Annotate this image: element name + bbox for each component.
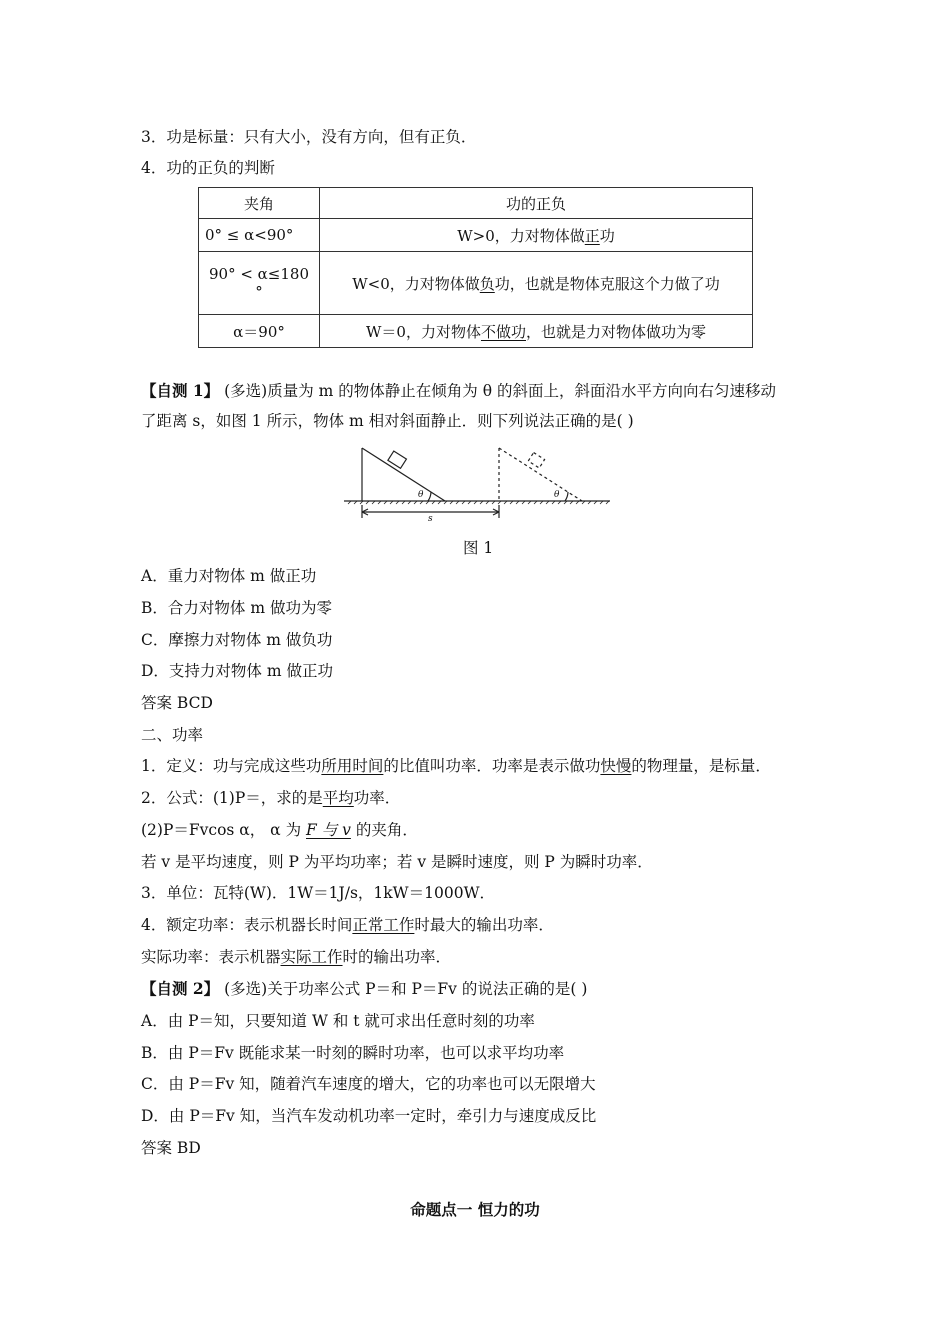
row1-sign: W>0，力对物体做正功 xyxy=(320,219,753,252)
theta-label-1: θ xyxy=(418,490,424,500)
q1-option-c: C．摩擦力对物体 m 做负功 xyxy=(141,631,333,649)
q1-line1: 【自测 1】 (多选)质量为 m 的物体静止在倾角为 θ 的斜面上，斜面沿水平方向向右匀速移动 xyxy=(141,381,776,400)
power-formula-1: 2．公式：(1)P＝，求的是平均功率． xyxy=(141,789,401,807)
power-formula-2: (2)P＝Fvcos α， α 为 F 与 v 的夹角． xyxy=(141,821,418,839)
section-heading: 命题点一 恒力的功 xyxy=(410,1200,540,1219)
q1-option-a: A．重力对物体 m 做正功 xyxy=(141,567,317,585)
sign-table xyxy=(198,187,753,348)
q1-option-b: B．合力对物体 m 做功为零 xyxy=(141,599,332,617)
line-4: 4．功的正负的判断 xyxy=(141,159,275,177)
header-angle: 夹角 xyxy=(199,188,320,219)
rated-power: 4．额定功率：表示机器长时间正常工作时最大的输出功率． xyxy=(141,916,554,934)
power-velocity-note: 若 v 是平均速度，则 P 为平均功率；若 v 是瞬时速度，则 P 为瞬时功率． xyxy=(141,853,653,871)
row2-angle: 90° < α≤180 ° xyxy=(199,252,320,315)
incline-figure xyxy=(342,446,612,522)
q2-option-c: C．由 P＝Fv 知，随着汽车速度的增大，它的功率也可以无限增大 xyxy=(141,1075,596,1093)
row2-sign: W<0，力对物体做负功，也就是物体克服这个力做了功 xyxy=(320,252,753,315)
row1-angle: 0° ≤ α<90° xyxy=(199,219,320,252)
q2-answer: 答案 BD xyxy=(141,1139,201,1157)
q2-option-b: B．由 P＝Fv 既能求某一时刻的瞬时功率，也可以求平均功率 xyxy=(141,1044,565,1062)
line-3: 3．功是标量：只有大小，没有方向，但有正负． xyxy=(141,128,477,146)
row3-angle: α＝90° xyxy=(199,315,320,348)
header-sign: 功的正负 xyxy=(320,188,753,219)
row3-sign: W＝0，力对物体不做功，也就是力对物体做功为零 xyxy=(320,315,753,348)
q1-answer: 答案 BCD xyxy=(141,694,213,712)
section-2-title: 二、功率 xyxy=(141,726,204,744)
theta-label-2: θ xyxy=(554,490,560,500)
actual-power: 实际功率：表示机器实际工作时的输出功率． xyxy=(141,948,452,966)
q2-stem: 【自测 2】 (多选)关于功率公式 P＝和 P＝Fv 的说法正确的是( ) xyxy=(141,979,588,998)
figure-caption: 图 1 xyxy=(463,539,494,557)
q2-option-a: A．由 P＝知，只要知道 W 和 t 就可求出任意时刻的功率 xyxy=(141,1012,535,1030)
power-definition: 1．定义：功与完成这些功所用时间的比值叫功率．功率是表示做功快慢的物理量，是标量． xyxy=(141,757,771,775)
q1-line2: 了距离 s，如图 1 所示，物体 m 相对斜面静止．则下列说法正确的是( ) xyxy=(141,412,634,430)
q2-option-d: D．由 P＝Fv 知，当汽车发动机功率一定时，牵引力与速度成反比 xyxy=(141,1107,597,1125)
power-unit: 3．单位：瓦特(W)．1W＝1J/s，1kW＝1000W． xyxy=(141,884,495,902)
q1-option-d: D．支持力对物体 m 做正功 xyxy=(141,662,333,680)
distance-label: s xyxy=(428,514,433,522)
